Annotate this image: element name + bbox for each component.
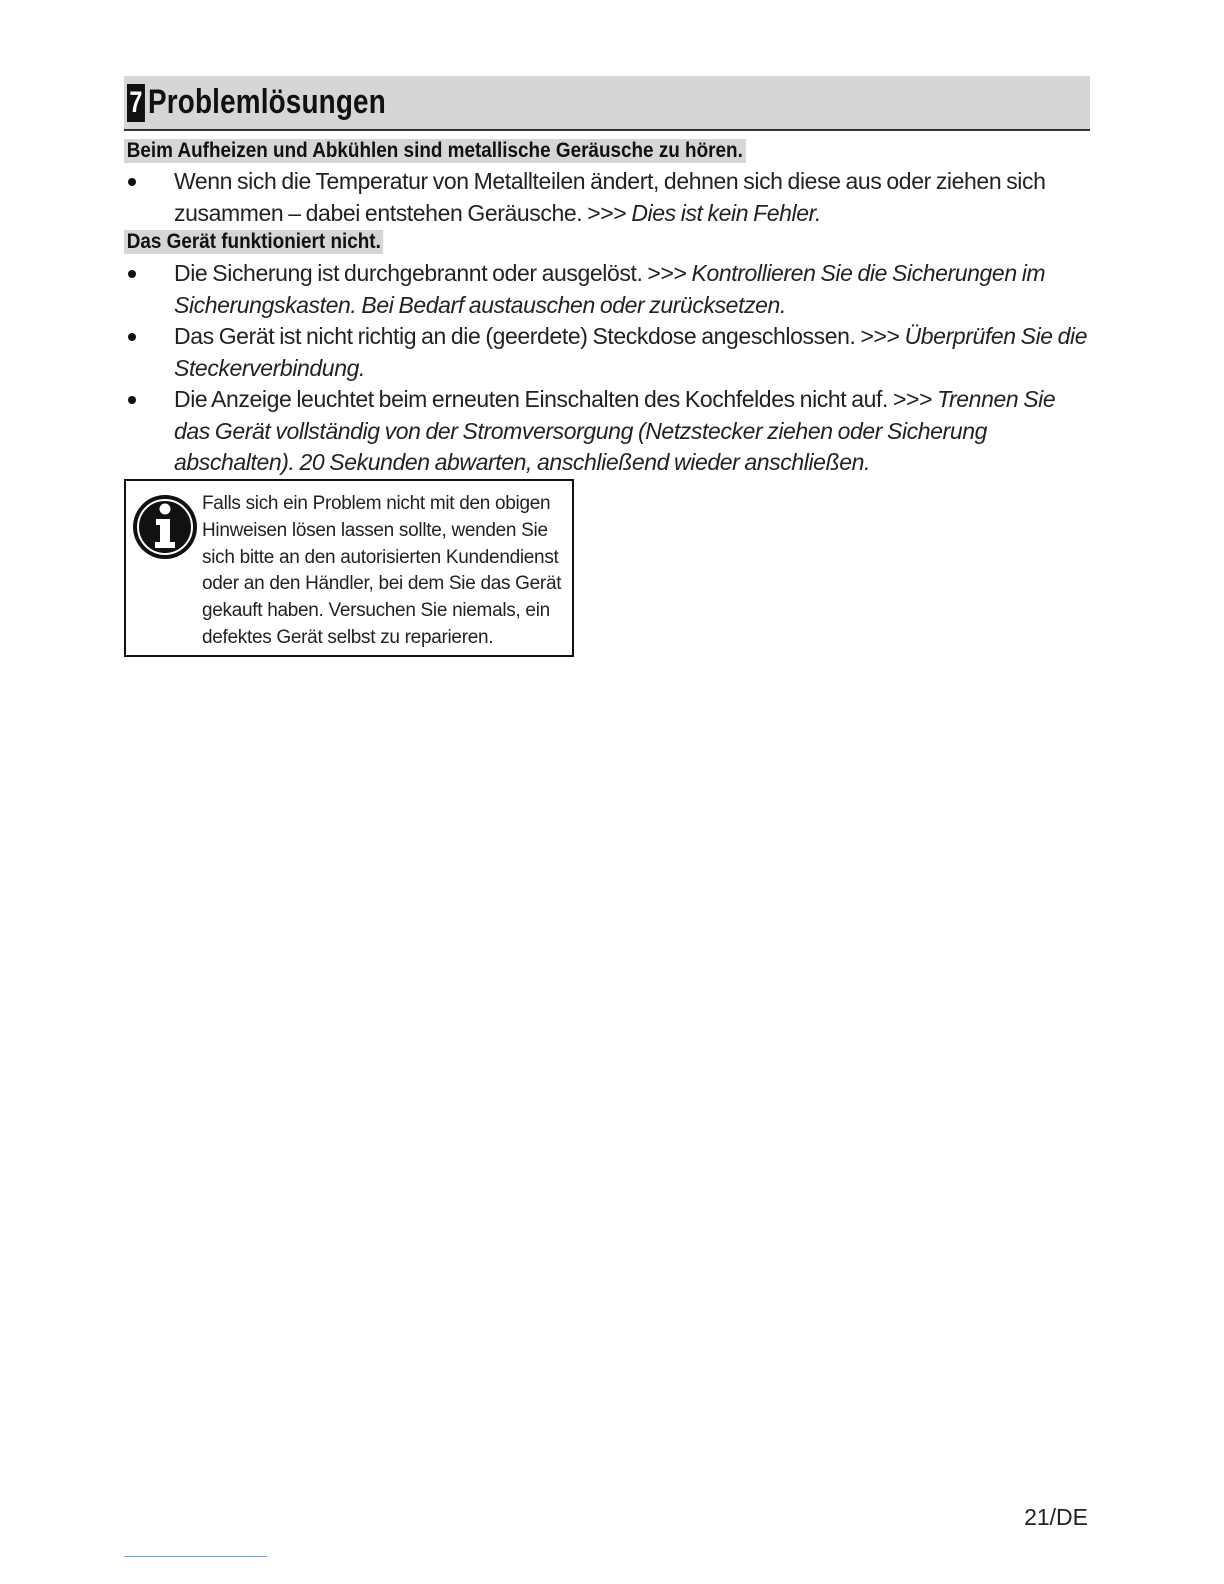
chapter-number: 7 <box>127 84 145 122</box>
info-icon <box>130 487 200 565</box>
noise-issue-list <box>124 166 1094 229</box>
bullet-icon <box>128 396 136 404</box>
info-box <box>124 479 574 657</box>
bullet-icon <box>128 178 136 186</box>
info-text: Falls sich ein Problem nicht mit den obigen Hinweisen lösen lassen sollte, wenden Sie sich bitte an den autorisierten Kundendienst oder an den Händler, bei dem Sie das Gerät gekauft haben. Versuchen Sie niemals, ein defektes Gerät selbst zu reparieren. <box>202 493 562 648</box>
list-item <box>124 166 1094 229</box>
bullet-icon <box>128 333 136 341</box>
remedy-text: Trennen Sie das Gerät vollständig von der Stromversorgung (Netzstecker ziehen oder Sicherung abschalten). 20 Sekunden abwarten, anschließend wieder anschließen. <box>174 386 1056 475</box>
chapter-title: Problemlösungen <box>147 83 386 121</box>
page-number: 21/DE <box>1024 1504 1088 1530</box>
section-heading-noise: Beim Aufheizen und Abkühlen sind metallische Geräusche zu hören. <box>124 139 746 163</box>
section-heading-not-working: Das Gerät funktioniert nicht. <box>124 230 384 254</box>
not-working-issue-list <box>124 258 1094 479</box>
remedy-text: Dies ist kein Fehler. <box>631 199 822 226</box>
footer-divider <box>124 1556 267 1557</box>
issue-text: Das Gerät ist nicht richtig an die (geerdete) Steckdose angeschlossen. >>> <box>174 323 905 349</box>
chapter-header <box>124 76 1090 131</box>
list-item <box>124 258 1094 321</box>
remedy-text: Überprüfen Sie die Steckerverbindung. <box>174 323 1088 381</box>
list-item <box>124 321 1094 384</box>
issue-text: Wenn sich die Temperatur von Metallteilen ändert, dehnen sich diese aus oder ziehen sich zusammen – dabei entstehen Geräusche. >>> <box>174 168 1046 226</box>
list-item <box>124 384 1094 479</box>
bullet-icon <box>128 270 136 278</box>
issue-text: Die Sicherung ist durchgebrannt oder ausgelöst. >>> <box>174 260 692 286</box>
issue-text: Die Anzeige leuchtet beim erneuten Einschalten des Kochfeldes nicht auf. >>> <box>174 386 938 412</box>
remedy-text: Kontrollieren Sie die Sicherungen im Sicherungskasten. Bei Bedarf austauschen oder zurücksetzen. <box>174 260 1046 318</box>
